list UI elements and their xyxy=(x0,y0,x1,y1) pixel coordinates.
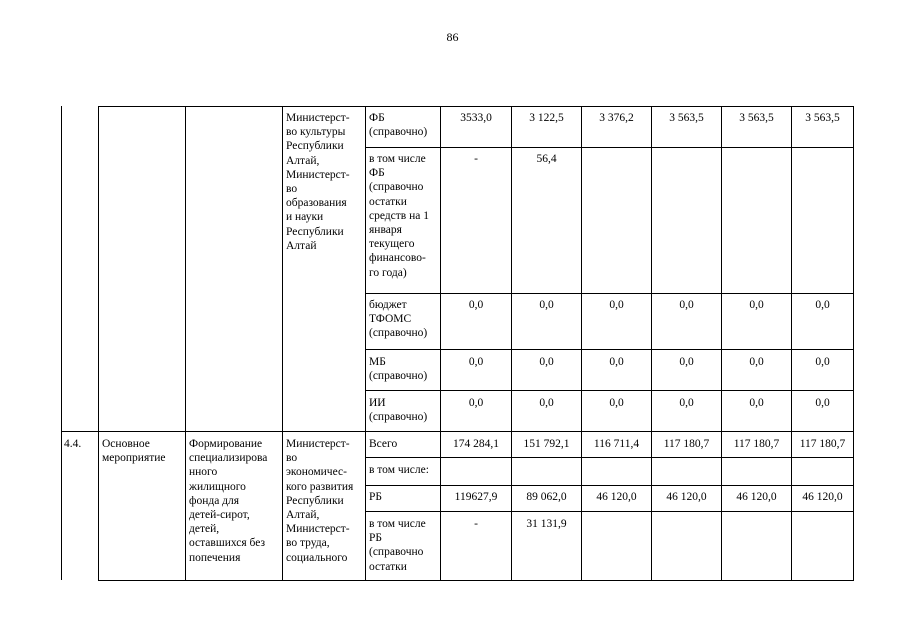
value-cell: 3 563,5 xyxy=(739,112,774,124)
page-number: 86 xyxy=(446,30,459,44)
value-cell: 89 062,0 xyxy=(526,491,567,503)
table-divider xyxy=(440,106,441,580)
value-cell: 0,0 xyxy=(609,356,624,368)
table-rule xyxy=(98,580,854,581)
table-divider xyxy=(581,106,582,580)
value-cell: 0,0 xyxy=(815,397,830,409)
value-cell: 0,0 xyxy=(679,299,694,311)
value-cell: 0,0 xyxy=(749,397,764,409)
value-cell: 0,0 xyxy=(815,299,830,311)
value-cell: 31 131,9 xyxy=(526,518,567,530)
responsible-cell: Министерст- во культуры Республики Алтай, Министерст- во образования и науки Республики Алтай xyxy=(286,112,350,252)
source-cell: в том числе РБ (справочно остатки xyxy=(369,518,426,573)
table-divider xyxy=(651,106,652,580)
value-cell: 0,0 xyxy=(539,397,554,409)
value-cell: 3533,0 xyxy=(460,112,492,124)
item-number-cell: 4.4. xyxy=(64,438,82,450)
table-divider xyxy=(365,106,366,580)
table-divider xyxy=(185,106,186,580)
table-divider xyxy=(791,106,792,580)
value-cell: 151 792,1 xyxy=(523,438,570,450)
value-cell: 117 180,7 xyxy=(799,438,846,450)
value-cell: - xyxy=(474,153,478,165)
value-cell: - xyxy=(474,518,478,530)
value-cell: 3 376,2 xyxy=(599,112,634,124)
value-cell: 0,0 xyxy=(815,356,830,368)
table-divider xyxy=(282,106,283,580)
value-cell: 0,0 xyxy=(679,356,694,368)
source-cell: ИИ (справочно) xyxy=(369,397,428,424)
table-rule xyxy=(365,147,854,148)
value-cell: 46 120,0 xyxy=(802,491,843,503)
source-cell: Всего xyxy=(369,438,398,450)
value-cell: 0,0 xyxy=(468,397,484,409)
responsible-cell: Министерст- во экономичес- кого развития Республики Алтай, Министерст- во труда, социального xyxy=(286,438,354,564)
table-rule xyxy=(365,390,854,391)
value-cell: 116 711,4 xyxy=(593,438,640,450)
value-cell: 0,0 xyxy=(679,397,694,409)
value-cell: 0,0 xyxy=(609,397,624,409)
table-rule xyxy=(365,511,854,512)
table-rule xyxy=(98,106,854,107)
value-cell: 0,0 xyxy=(468,356,484,368)
table-divider xyxy=(511,106,512,580)
source-cell: в том числе ФБ (справочно остатки средств на 1 января текущего финансово- го года) xyxy=(369,153,429,279)
table-border-right xyxy=(853,106,854,580)
table-rule xyxy=(61,431,854,432)
item-type-cell: Основное мероприятие xyxy=(102,438,166,465)
table-rule xyxy=(365,293,854,294)
source-cell: РБ xyxy=(369,491,382,503)
table-rule xyxy=(365,485,854,486)
value-cell: 0,0 xyxy=(749,356,764,368)
value-cell: 46 120,0 xyxy=(666,491,707,503)
table-rule xyxy=(365,457,854,458)
value-cell: 0,0 xyxy=(539,356,554,368)
value-cell: 0,0 xyxy=(539,299,554,311)
value-cell: 3 563,5 xyxy=(805,112,840,124)
item-name-cell: Формирование специализирова нного жилищного фонда для детей-сирот, детей, оставшихся без попечения xyxy=(189,438,268,564)
value-cell: 0,0 xyxy=(468,299,484,311)
table-divider xyxy=(721,106,722,580)
source-cell: бюджет ТФОМС (справочно) xyxy=(369,299,428,340)
value-cell: 46 120,0 xyxy=(736,491,777,503)
value-cell: 3 563,5 xyxy=(669,112,704,124)
value-cell: 46 120,0 xyxy=(596,491,637,503)
value-cell: 117 180,7 xyxy=(663,438,710,450)
value-cell: 56,4 xyxy=(536,153,557,165)
table-border-left xyxy=(61,106,62,580)
table-rule xyxy=(365,349,854,350)
value-cell: 0,0 xyxy=(609,299,624,311)
value-cell: 174 284,1 xyxy=(453,438,499,450)
value-cell: 0,0 xyxy=(749,299,764,311)
value-cell: 117 180,7 xyxy=(733,438,780,450)
source-cell: в том числе: xyxy=(369,464,429,476)
value-cell: 119627,9 xyxy=(454,491,498,503)
table-divider xyxy=(98,106,99,580)
source-cell: МБ (справочно) xyxy=(369,356,428,383)
value-cell: 3 122,5 xyxy=(529,112,564,124)
source-cell: ФБ (справочно) xyxy=(369,112,428,139)
